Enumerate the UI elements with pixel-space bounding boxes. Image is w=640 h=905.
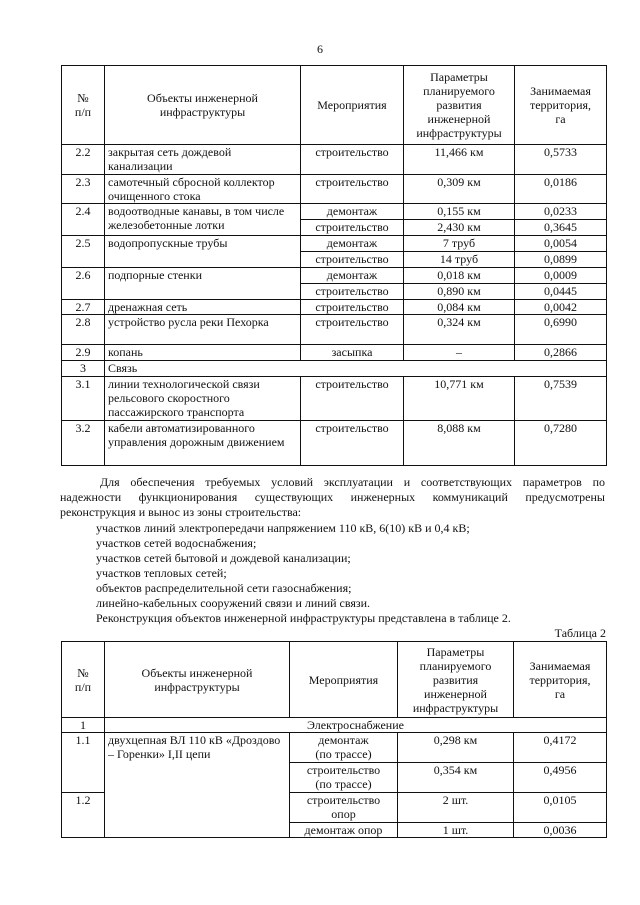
row-param: 2,430 км <box>404 220 515 236</box>
table-row <box>62 345 607 361</box>
table-row <box>62 268 607 284</box>
table-row <box>62 175 607 204</box>
row-object: двухцепная ВЛ 110 кВ «Дроздово – Горенки» I,II цепи <box>105 733 290 838</box>
header-num: № п/п <box>62 66 105 145</box>
header-measures: Мероприятия <box>301 66 404 145</box>
list-item: участков сетей водоснабжения; <box>96 536 257 550</box>
table-row <box>62 236 607 252</box>
row-area: 0,5733 <box>515 145 607 175</box>
list-item: линейно-кабельных сооружений связи и линий связи. <box>96 596 371 610</box>
row-area: 0,7539 <box>515 377 607 421</box>
row-measure: строительство <box>301 284 404 300</box>
row-num: 2.7 <box>62 300 105 315</box>
header-params: Параметры планируемого развития инженерной инфраструктуры <box>398 642 514 718</box>
row-area: 0,7280 <box>515 421 607 466</box>
table-header-row <box>62 642 607 718</box>
row-param: 0,298 км <box>398 733 514 763</box>
row-area: 0,0899 <box>515 252 607 268</box>
row-num: 2.5 <box>62 236 105 268</box>
row-measure: демонтаж <box>301 204 404 220</box>
row-measure: строительство <box>301 421 404 466</box>
row-num: 2.9 <box>62 345 105 361</box>
row-num: 2.6 <box>62 268 105 300</box>
row-measure: строительство <box>301 377 404 421</box>
table-row <box>62 145 607 175</box>
row-area: 0,0042 <box>515 300 607 315</box>
row-measure: строительство <box>301 220 404 236</box>
row-param: 2 шт. <box>398 793 514 823</box>
row-area: 0,0009 <box>515 268 607 284</box>
section-title: Электроснабжение <box>105 718 607 733</box>
table-section-row <box>62 361 607 377</box>
row-num: 1.2 <box>62 793 105 823</box>
row-area: 0,3645 <box>515 220 607 236</box>
row-param: – <box>404 345 515 361</box>
row-measure: строительство <box>301 315 404 345</box>
row-object: закрытая сеть дождевой канализации <box>105 145 301 175</box>
row-measure: строительство (по трассе) <box>290 763 398 793</box>
table-row <box>62 421 607 466</box>
row-measure: демонтаж опор <box>290 823 398 838</box>
row-num: 1.1 <box>62 733 105 763</box>
paragraph-reconstruction: Для обеспечения требуемых условий эксплуатации и соответствующих параметров по надежности функционирования существующих инженерных коммуникаций предусмотрены реконструкция и вынос из зоны строительства: <box>60 475 605 519</box>
row-area: 0,0445 <box>515 284 607 300</box>
header-area: Занимаемая территория, га <box>514 642 607 718</box>
header-object: Объекты инженерной инфраструктуры <box>105 642 290 718</box>
row-measure: строительство опор <box>290 793 398 823</box>
row-measure: демонтаж <box>301 236 404 252</box>
row-measure: засыпка <box>301 345 404 361</box>
list-item: участков линий электропередачи напряжением 110 кВ, 6(10) кВ и 0,4 кВ; <box>96 521 470 535</box>
row-num: 3.2 <box>62 421 105 466</box>
row-area: 0,0036 <box>514 823 607 838</box>
row-param: 14 труб <box>404 252 515 268</box>
table-section-row <box>62 718 607 733</box>
row-param: 8,088 км <box>404 421 515 466</box>
row-measure: демонтаж (по трассе) <box>290 733 398 763</box>
row-area: 0,2866 <box>515 345 607 361</box>
row-param: 0,084 км <box>404 300 515 315</box>
row-area: 0,0233 <box>515 204 607 220</box>
row-measure: строительство <box>301 145 404 175</box>
row-object: устройство русла реки Пехорка <box>105 315 301 345</box>
section-num: 1 <box>62 718 105 733</box>
row-object: подпорные стенки <box>105 268 301 300</box>
row-measure: строительство <box>301 175 404 204</box>
row-area: 0,0105 <box>514 793 607 823</box>
row-param: 0,354 км <box>398 763 514 793</box>
row-object: копань <box>105 345 301 361</box>
row-object: водоотводные канавы, в том числе железобетонные лотки <box>105 204 301 236</box>
row-param: 0,018 км <box>404 268 515 284</box>
header-params: Параметры планируемого развития инженерной инфраструктуры <box>404 66 515 145</box>
table-row <box>62 315 607 345</box>
table-row <box>62 377 607 421</box>
row-object: кабели автоматизированного управления дорожным движением <box>105 421 301 466</box>
list-item: участков тепловых сетей; <box>96 566 227 580</box>
row-measure: строительство <box>301 252 404 268</box>
infrastructure-table-2 <box>61 641 607 838</box>
row-measure: демонтаж <box>301 268 404 284</box>
header-measures: Мероприятия <box>290 642 398 718</box>
table-row <box>62 204 607 220</box>
row-object: дренажная сеть <box>105 300 301 315</box>
row-area: 0,4172 <box>514 733 607 763</box>
page-number: 6 <box>317 42 323 56</box>
section-num: 3 <box>62 361 105 377</box>
row-param: 10,771 км <box>404 377 515 421</box>
row-param: 7 труб <box>404 236 515 252</box>
row-measure: строительство <box>301 300 404 315</box>
row-param: 0,155 км <box>404 204 515 220</box>
row-area: 0,0186 <box>515 175 607 204</box>
infrastructure-table-1 <box>61 65 607 466</box>
header-object: Объекты инженерной инфраструктуры <box>105 66 301 145</box>
row-param: 11,466 км <box>404 145 515 175</box>
row-num-empty <box>62 823 105 838</box>
row-area: 0,4956 <box>514 763 607 793</box>
table-2-caption: Таблица 2 <box>554 626 606 640</box>
header-num: № п/п <box>62 642 105 718</box>
row-num: 2.3 <box>62 175 105 204</box>
row-param: 0,324 км <box>404 315 515 345</box>
row-num: 2.8 <box>62 315 105 345</box>
row-num: 3.1 <box>62 377 105 421</box>
row-num: 2.2 <box>62 145 105 175</box>
row-num-empty <box>62 763 105 793</box>
row-object: водопропускные трубы <box>105 236 301 268</box>
row-area: 0,6990 <box>515 315 607 345</box>
row-param: 1 шт. <box>398 823 514 838</box>
table-header-row <box>62 66 607 145</box>
list-item: участков сетей бытовой и дождевой канализации; <box>96 551 351 565</box>
row-param: 0,890 км <box>404 284 515 300</box>
row-object: самотечный сбросной коллектор очищенного стока <box>105 175 301 204</box>
table-row <box>62 300 607 315</box>
row-param: 0,309 км <box>404 175 515 204</box>
section-title: Связь <box>105 361 607 377</box>
list-item: объектов распределительной сети газоснабжения; <box>96 581 352 595</box>
table-row <box>62 733 607 763</box>
row-num: 2.4 <box>62 204 105 236</box>
header-area: Занимаемая территория, га <box>515 66 607 145</box>
row-area: 0,0054 <box>515 236 607 252</box>
paragraph-table-reference: Реконструкция объектов инженерной инфраструктуры представлена в таблице 2. <box>96 611 511 625</box>
row-object: линии технологической связи рельсового скоростного пассажирского транспорта <box>105 377 301 421</box>
